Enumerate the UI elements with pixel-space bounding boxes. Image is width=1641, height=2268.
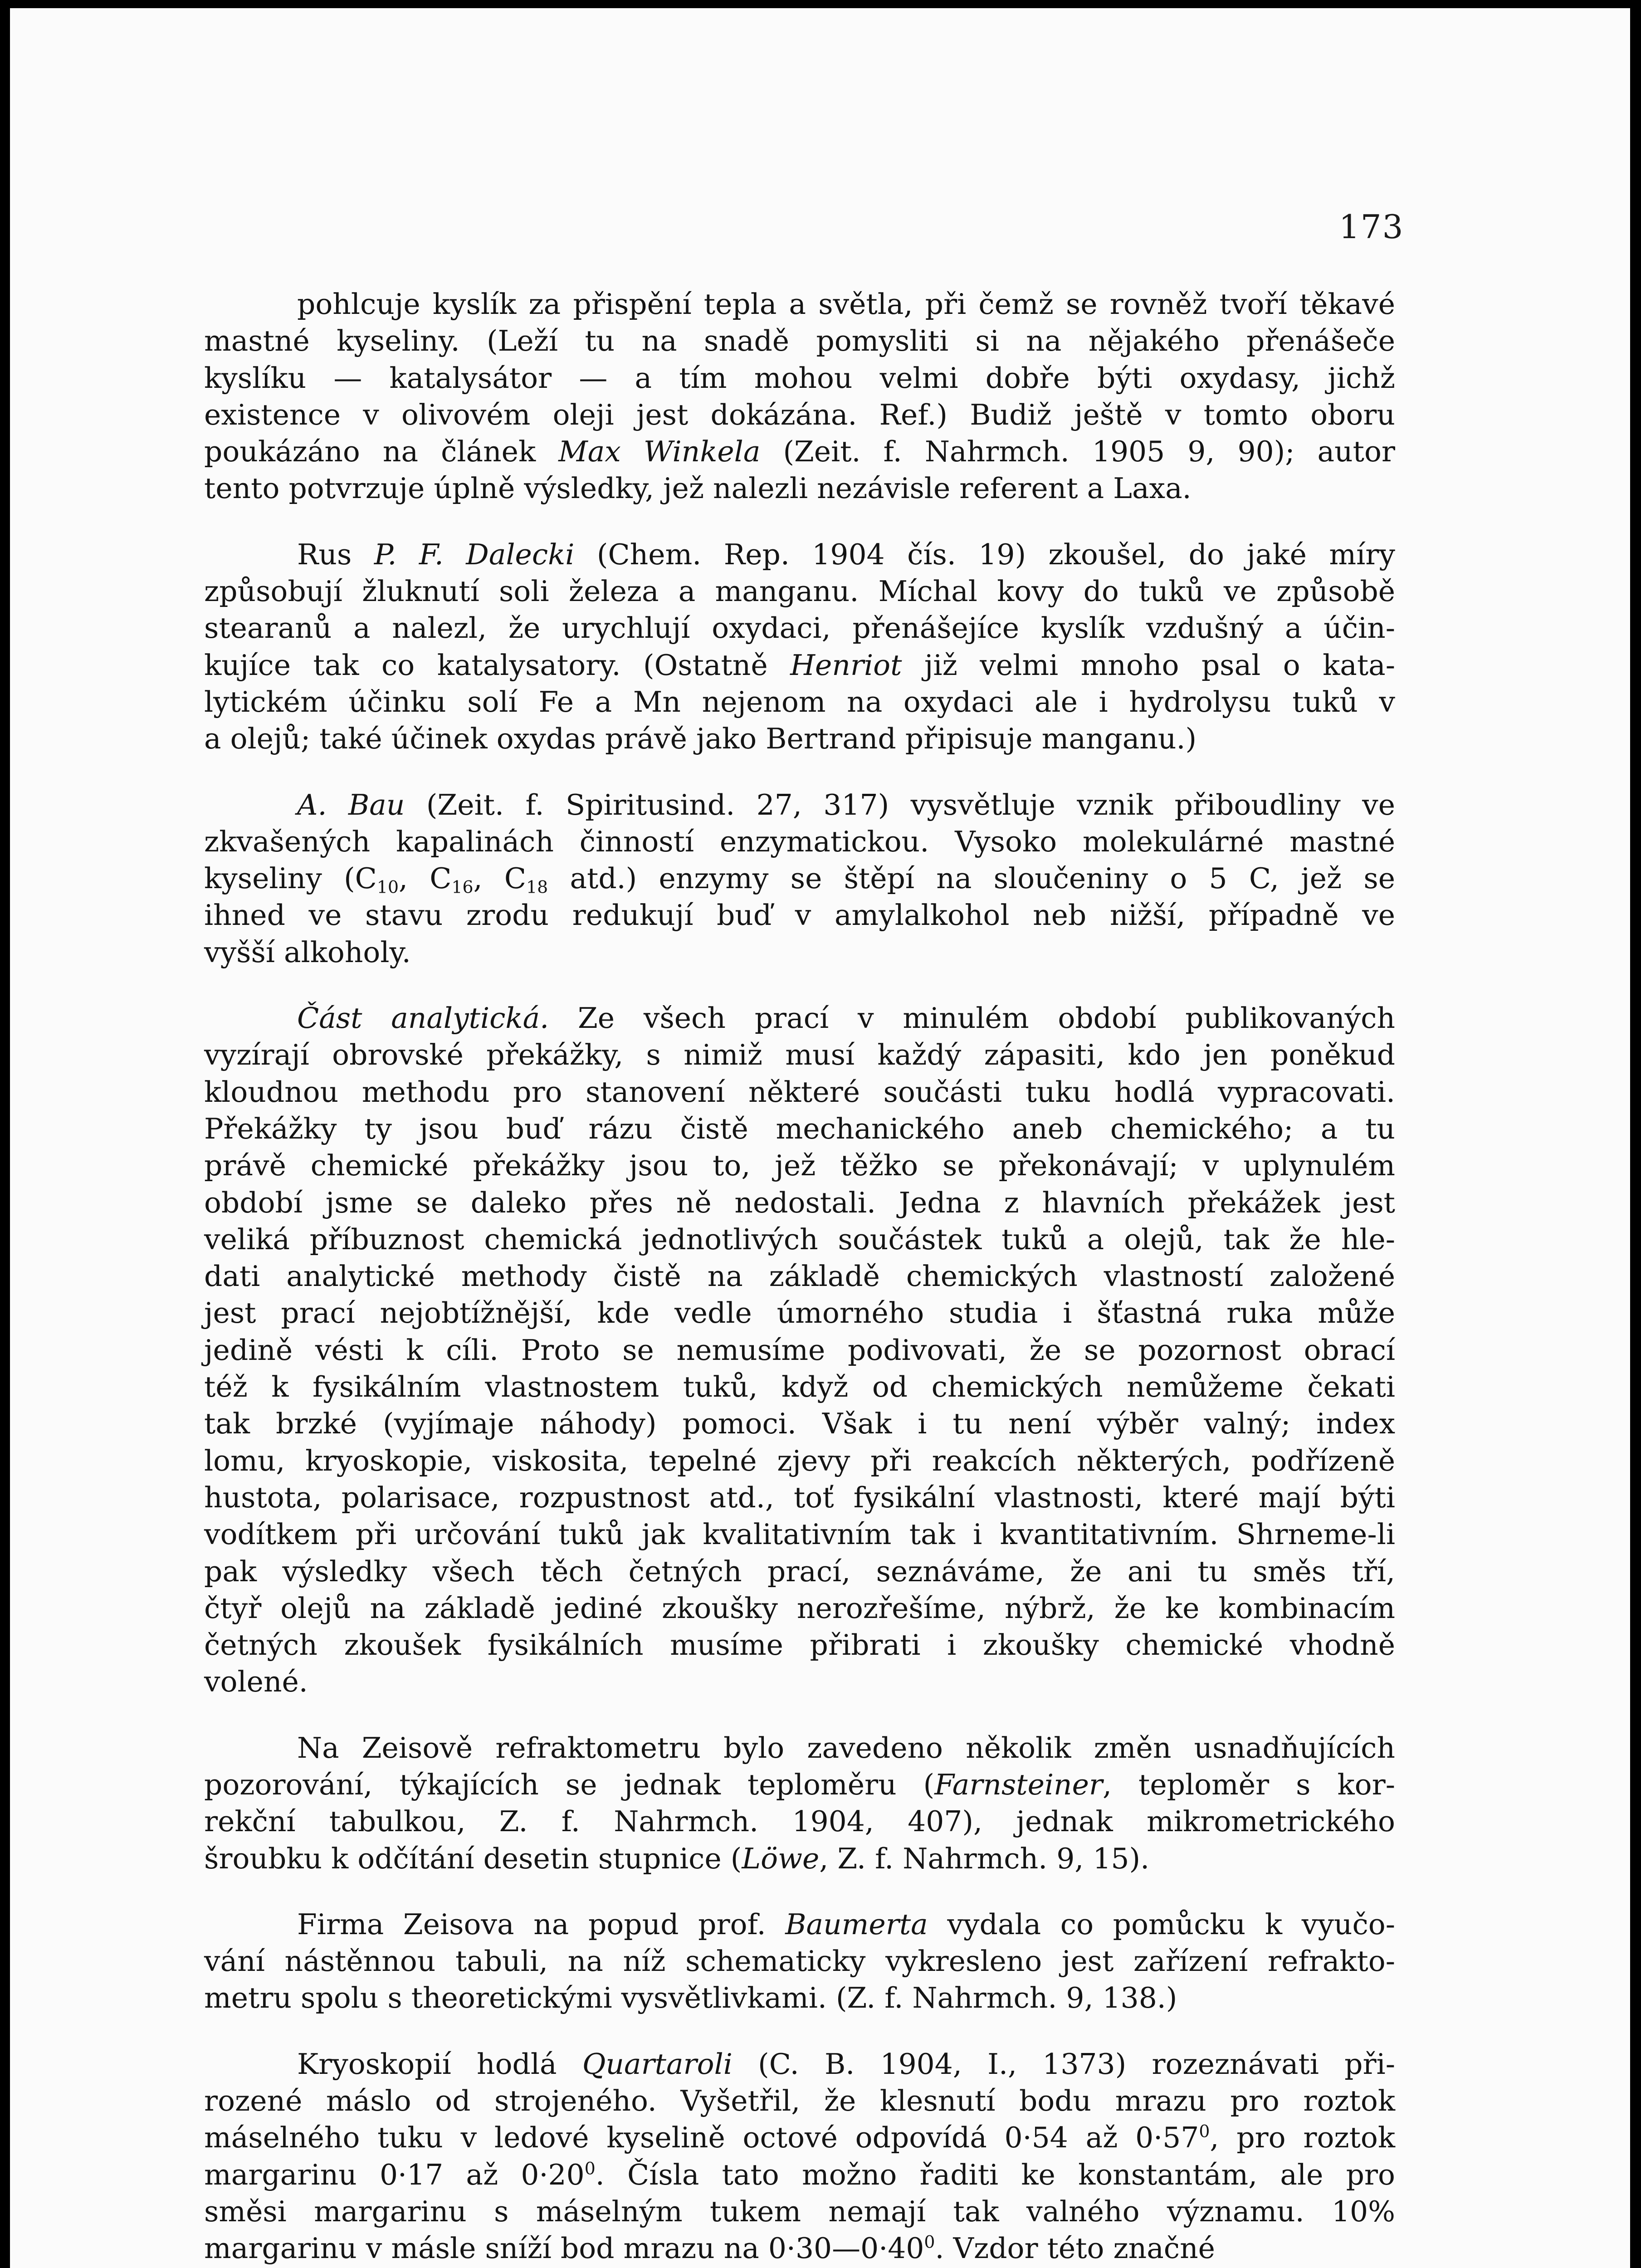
page-number: 173 — [1339, 208, 1404, 246]
text-line: tak brzké (vyjímaje náhody) pomoci. Však i tu není výběr valný; index — [204, 1407, 1395, 1441]
paragraph — [204, 2046, 1395, 2267]
text-line: rekční tabulkou, Z. f. Nahrmch. 1904, 407), jednak mikrometrického — [204, 1805, 1395, 1838]
text-line: vyzírají obrovské překážky, s nimiž musí každý zápasiti, kdo jen poněkud — [204, 1038, 1395, 1072]
text-line: rozené máslo od strojeného. Vyšetřil, že klesnutí bodu mrazu pro roztok — [204, 2084, 1395, 2118]
text-line: existence v olivovém oleji jest dokázána. Ref.) Budiž ještě v tomto oboru — [204, 398, 1395, 431]
text-line: směsi margarinu s máselným tukem nemají tak valného významu. 10% — [204, 2195, 1395, 2228]
text-line: vodítkem při určování tuků jak kvalitativním tak i kvantitativním. Shrneme-li — [204, 1518, 1395, 1551]
text-line: kyseliny ($C_{10}$, $C_{16}$, $C_{18}$ atd.) enzymy se štěpí na sloučeniny o 5 C, jež se — [204, 862, 1395, 897]
paragraph — [204, 1000, 1395, 1701]
text-line: ihned ve stavu zrodu redukují buď v amylalkohol neb nižší, případně ve — [204, 899, 1395, 932]
text-line: veliká příbuznost chemická jednotlivých součástek tuků a olejů, tak že hle- — [204, 1222, 1395, 1256]
text-line: pozorování, týkajících se jednak teploměru (Farnsteiner, teploměr s kor- — [204, 1768, 1395, 1801]
paragraph-gap — [204, 758, 1395, 787]
paragraph — [204, 286, 1395, 507]
text-line: metru spolu s theoretickými vysvětlivkami. (Z. f. Nahrmch. 9, 138.) — [204, 1981, 1177, 2015]
text-line: mastné kyseliny. (Leží tu na snadě pomysliti si na nějakého přenášeče — [204, 324, 1395, 358]
text-line: lytickém účinku solí Fe a Mn nejenom na oxydaci ale i hydrolysu tuků v — [204, 685, 1395, 719]
text-line: tento potvrzuje úplně výsledky, jež nalezli nezávisle referent a Laxa. — [204, 472, 1192, 505]
text-line: pak výsledky všech těch četných prací, seznáváme, že ani tu směs tří, — [204, 1554, 1395, 1588]
text-line: jest prací nejobtížnější, kde vedle úmorného studia i šťastná ruka může — [204, 1296, 1395, 1330]
paragraph — [204, 1730, 1395, 1877]
text-line: Firma Zeisova na popud prof. Baumerta vydala co pomůcku k vyučo- — [297, 1907, 1395, 1941]
text-line: hustota, polarisace, rozpustnost atd., toť fysikální vlastnosti, které mají býti — [204, 1481, 1395, 1514]
paragraph-gap — [204, 971, 1395, 1000]
paragraph-gap — [204, 1701, 1395, 1730]
text-line: období jsme se daleko přes ně nedostali. Jedna z hlavních překážek jest — [204, 1186, 1395, 1219]
paragraph — [204, 536, 1395, 758]
text-line: Na Zeisově refraktometru bylo zavedeno několik změn usnadňujících — [297, 1731, 1395, 1765]
text-line: Kryoskopií hodlá Quartaroli (C. B. 1904, I., 1373) rozeznávati při- — [297, 2047, 1395, 2081]
text-line: Rus P. F. Dalecki (Chem. Rep. 1904 čís. 19) zkoušel, do jaké míry — [297, 538, 1396, 571]
text-line: právě chemické překážky jsou to, jež těžko se překonávají; v uplynulém — [204, 1149, 1395, 1183]
paragraph-gap — [204, 507, 1395, 536]
text-line: kloudnou methodu pro stanovení některé součásti tuku hodlá vypracovati. — [204, 1075, 1395, 1109]
text-line: zkvašených kapalinách činností enzymatickou. Vysoko molekulárné mastné — [204, 825, 1395, 858]
text-line: a olejů; také účinek oxydas právě jako Bertrand připisuje manganu.) — [204, 722, 1197, 756]
text-line: Část analytická. Ze všech prací v minulém období publikovaných — [297, 1002, 1395, 1035]
paragraph-gap — [204, 1877, 1395, 1906]
text-line: dati analytické methody čistě na základě chemických vlastností založené — [204, 1260, 1395, 1293]
scanned-page — [10, 8, 1630, 2268]
text-line: margarinu 0·17 až $0\cdot 20^0$. Čísla tato možno řaditi ke konstantám, ale pro — [204, 2158, 1395, 2191]
text-line: stearanů a nalezl, že urychlují oxydaci, přenášejíce kyslík vzdušný a účin- — [204, 611, 1395, 645]
text-line: lomu, kryoskopie, viskosita, tepelné zjevy při reakcích některých, podřízeně — [204, 1444, 1395, 1477]
text-line: margarinu v másle sníží bod mrazu na $0\cdot 30—0\cdot 40^0$. Vzdor této značné — [204, 2232, 1215, 2265]
text-line: A. Bau (Zeit. f. Spiritusind. 27, 317) vysvětluje vznik přiboudliny ve — [297, 788, 1395, 821]
text-line: šroubku k odčítání desetin stupnice (Löwe, Z. f. Nahrmch. 9, 15). — [204, 1842, 1150, 1875]
text-line: pohlcuje kyslík za přispění tepla a světla, při čemž se rovněž tvoří těkavé — [297, 288, 1395, 321]
text-line: Překážky ty jsou buď rázu čistě mechanického aneb chemického; a tu — [204, 1112, 1395, 1145]
text-line: kyslíku — katalysátor — a tím mohou velmi dobře býti oxydasy, jichž — [204, 361, 1395, 395]
text-line: čtyř olejů na základě jediné zkoušky nerozřešíme, nýbrž, že ke kombinacím — [204, 1591, 1395, 1625]
paragraph — [204, 1906, 1395, 2017]
text-line: jedině vésti k cíli. Proto se nemusíme podivovati, že se pozornost obrací — [204, 1333, 1395, 1367]
text-line: způsobují žluknutí soli železa a manganu. Míchal kovy do tuků ve způsobě — [204, 575, 1395, 608]
text-line: vyšší alkoholy. — [204, 935, 411, 969]
paragraph — [204, 787, 1395, 971]
text-line: též k fysikálním vlastnostem tuků, když od chemických nemůžeme čekati — [204, 1370, 1395, 1404]
text-line: máselného tuku v ledové kyselině octové odpovídá 0·54 až $0\cdot 57^0$, pro roztok — [204, 2121, 1395, 2155]
paragraph-gap — [204, 2017, 1395, 2046]
text-line: poukázáno na článek Max Winkela (Zeit. f. Nahrmch. 1905 9, 90); autor — [204, 435, 1395, 469]
text-line: vání nástěnnou tabuli, na níž schematicky vykresleno jest zařízení refrakto- — [204, 1945, 1395, 1978]
body-text — [204, 286, 1395, 2267]
text-line: kujíce tak co katalysatory. (Ostatně Henriot již velmi mnoho psal o kata- — [204, 648, 1396, 682]
text-line: četných zkoušek fysikálních musíme přibrati i zkoušky chemické vhodně — [204, 1628, 1395, 1662]
text-line: volené. — [204, 1665, 308, 1699]
